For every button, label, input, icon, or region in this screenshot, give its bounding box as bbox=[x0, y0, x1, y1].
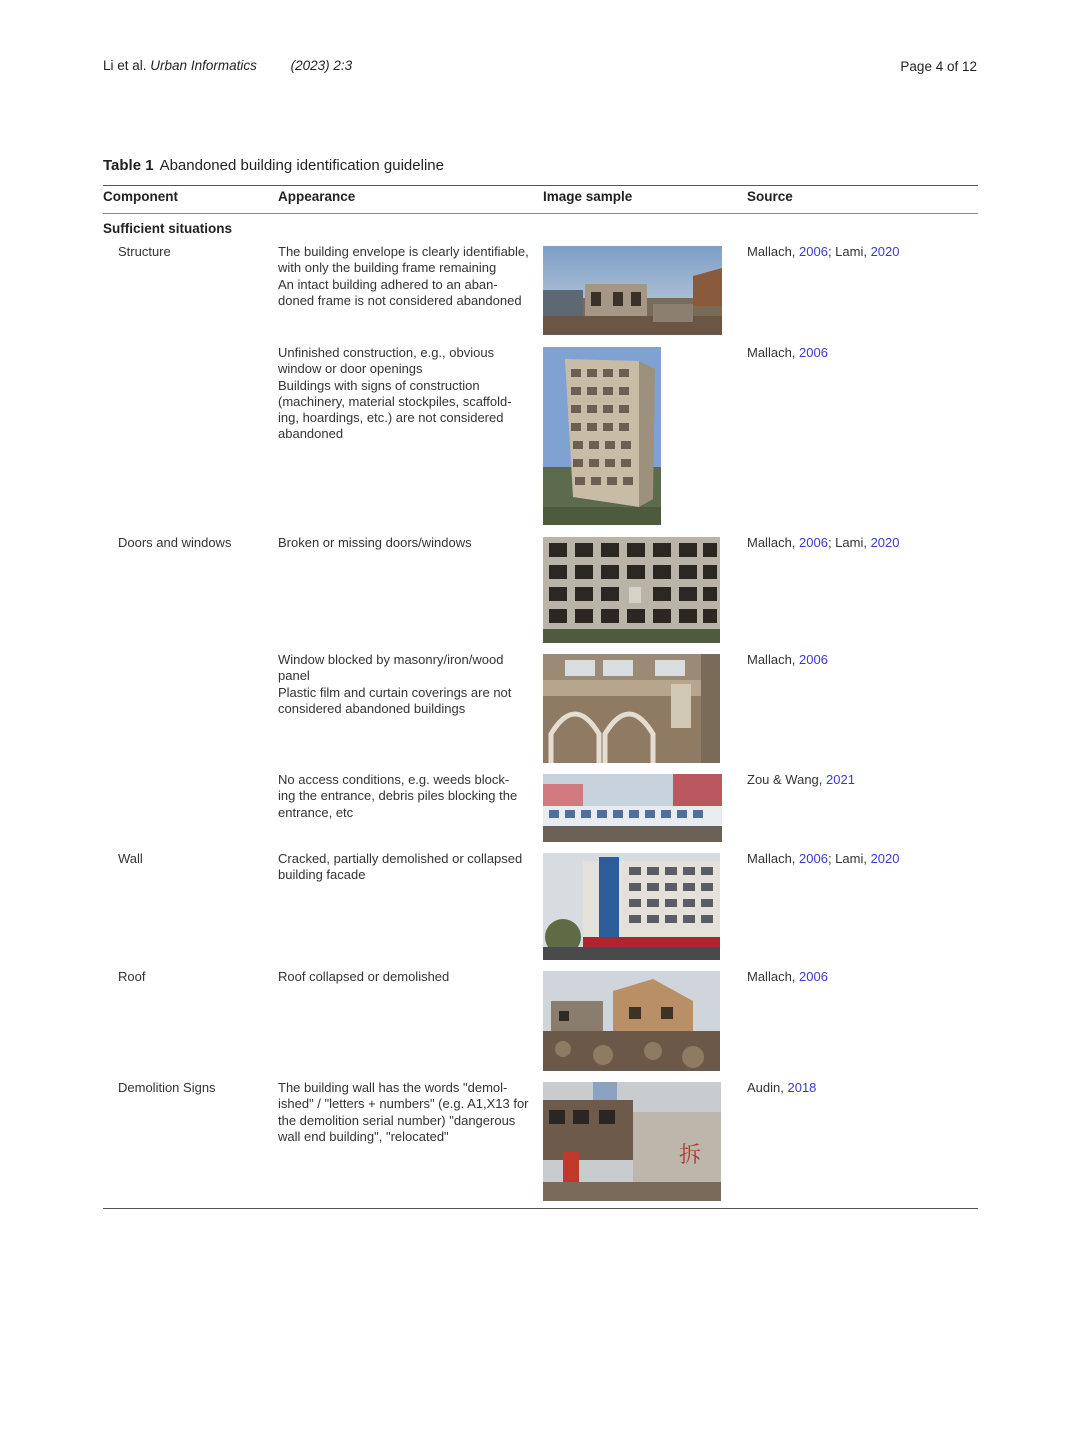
citation-link[interactable]: 2020 bbox=[870, 535, 900, 550]
blocked-entrance-street-photo bbox=[543, 774, 722, 842]
table-label: Table 1 bbox=[103, 157, 154, 174]
broken-windows-facade-photo bbox=[543, 537, 720, 643]
demolition-signs-photo bbox=[543, 1082, 721, 1201]
row-source: Audin, 2018 bbox=[747, 1080, 817, 1095]
collapsed-roof-photo bbox=[543, 971, 720, 1071]
citation-link[interactable]: 2006 bbox=[799, 652, 828, 667]
table-title: Abandoned building identification guideline bbox=[159, 157, 444, 174]
row-appearance: Roof collapsed or demolished bbox=[278, 969, 450, 984]
column-header-appearance: Appearance bbox=[278, 189, 356, 204]
table-header-rule bbox=[103, 213, 978, 214]
citation-link[interactable]: 2020 bbox=[870, 244, 900, 259]
row-source: Mallach, 2006; Lami, 2020 bbox=[747, 851, 900, 866]
ruined-building-frame-photo bbox=[543, 246, 722, 335]
row-appearance: The building wall has the words "demol- ished" / "letters + numbers" (e.g. A1,X13 for the demolition serial number) "dangerous wall end building", "relocated" bbox=[278, 1080, 529, 1144]
header-volume: (2023) 2:3 bbox=[290, 58, 353, 73]
column-header-component: Component bbox=[103, 189, 178, 204]
row-source: Mallach, 2006; Lami, 2020 bbox=[747, 535, 900, 550]
row-source: Mallach, 2006 bbox=[747, 652, 828, 667]
damaged-facade-photo bbox=[543, 853, 720, 960]
row-source: Mallach, 2006; Lami, 2020 bbox=[747, 244, 900, 259]
citation-link[interactable]: 2021 bbox=[826, 772, 855, 787]
row-source: Zou & Wang, 2021 bbox=[747, 772, 855, 787]
header-journal: Urban Informatics bbox=[150, 58, 257, 73]
row-source: Mallach, 2006 bbox=[747, 969, 828, 984]
table-top-rule bbox=[103, 185, 978, 186]
citation-link[interactable]: 2020 bbox=[870, 851, 900, 866]
citation-link[interactable]: 2018 bbox=[787, 1080, 817, 1095]
running-header bbox=[103, 58, 352, 73]
page-number: Page 4 of 12 bbox=[900, 59, 977, 74]
column-header-source: Source bbox=[747, 189, 793, 204]
row-component: Doors and windows bbox=[118, 535, 232, 550]
row-component: Demolition Signs bbox=[118, 1080, 216, 1095]
citation-link[interactable]: 2006 bbox=[799, 345, 828, 360]
row-appearance: Cracked, partially demolished or collapsed building facade bbox=[278, 851, 523, 883]
section-heading: Sufficient situations bbox=[103, 221, 233, 236]
row-component: Structure bbox=[118, 244, 171, 259]
citation-link[interactable]: 2006 bbox=[799, 851, 828, 866]
row-component: Roof bbox=[118, 969, 146, 984]
row-appearance: Broken or missing doors/windows bbox=[278, 535, 472, 550]
citation-link[interactable]: 2006 bbox=[799, 244, 828, 259]
citation-link[interactable]: 2006 bbox=[799, 535, 828, 550]
row-source: Mallach, 2006 bbox=[747, 345, 828, 360]
column-header-image-sample: Image sample bbox=[543, 189, 633, 204]
row-appearance: No access conditions, e.g. weeds block- ing the entrance, debris piles blocking the entrance, etc bbox=[278, 772, 518, 820]
row-appearance: Unfinished construction, e.g., obvious window or door openings Buildings with signs of construction (machinery, material stockpiles, scaffold- ing, hoardings, etc.) are not considered abandoned bbox=[278, 345, 512, 442]
unfinished-highrise-photo bbox=[543, 347, 661, 525]
row-appearance: Window blocked by masonry/iron/wood panel Plastic film and curtain coverings are not considered abandoned buildings bbox=[278, 652, 512, 716]
svg-text:拆: 拆 bbox=[679, 1143, 702, 1168]
row-component: Wall bbox=[118, 851, 143, 866]
citation-link[interactable]: 2006 bbox=[799, 969, 828, 984]
header-authors: Li et al. bbox=[103, 58, 147, 73]
table-caption bbox=[103, 157, 444, 174]
row-appearance: The building envelope is clearly identifiable, with only the building frame remaining An intact building adhered to an aban- doned frame is not considered abandoned bbox=[278, 244, 529, 308]
table-bottom-rule bbox=[103, 1208, 978, 1209]
blocked-window-arches-photo bbox=[543, 654, 720, 763]
